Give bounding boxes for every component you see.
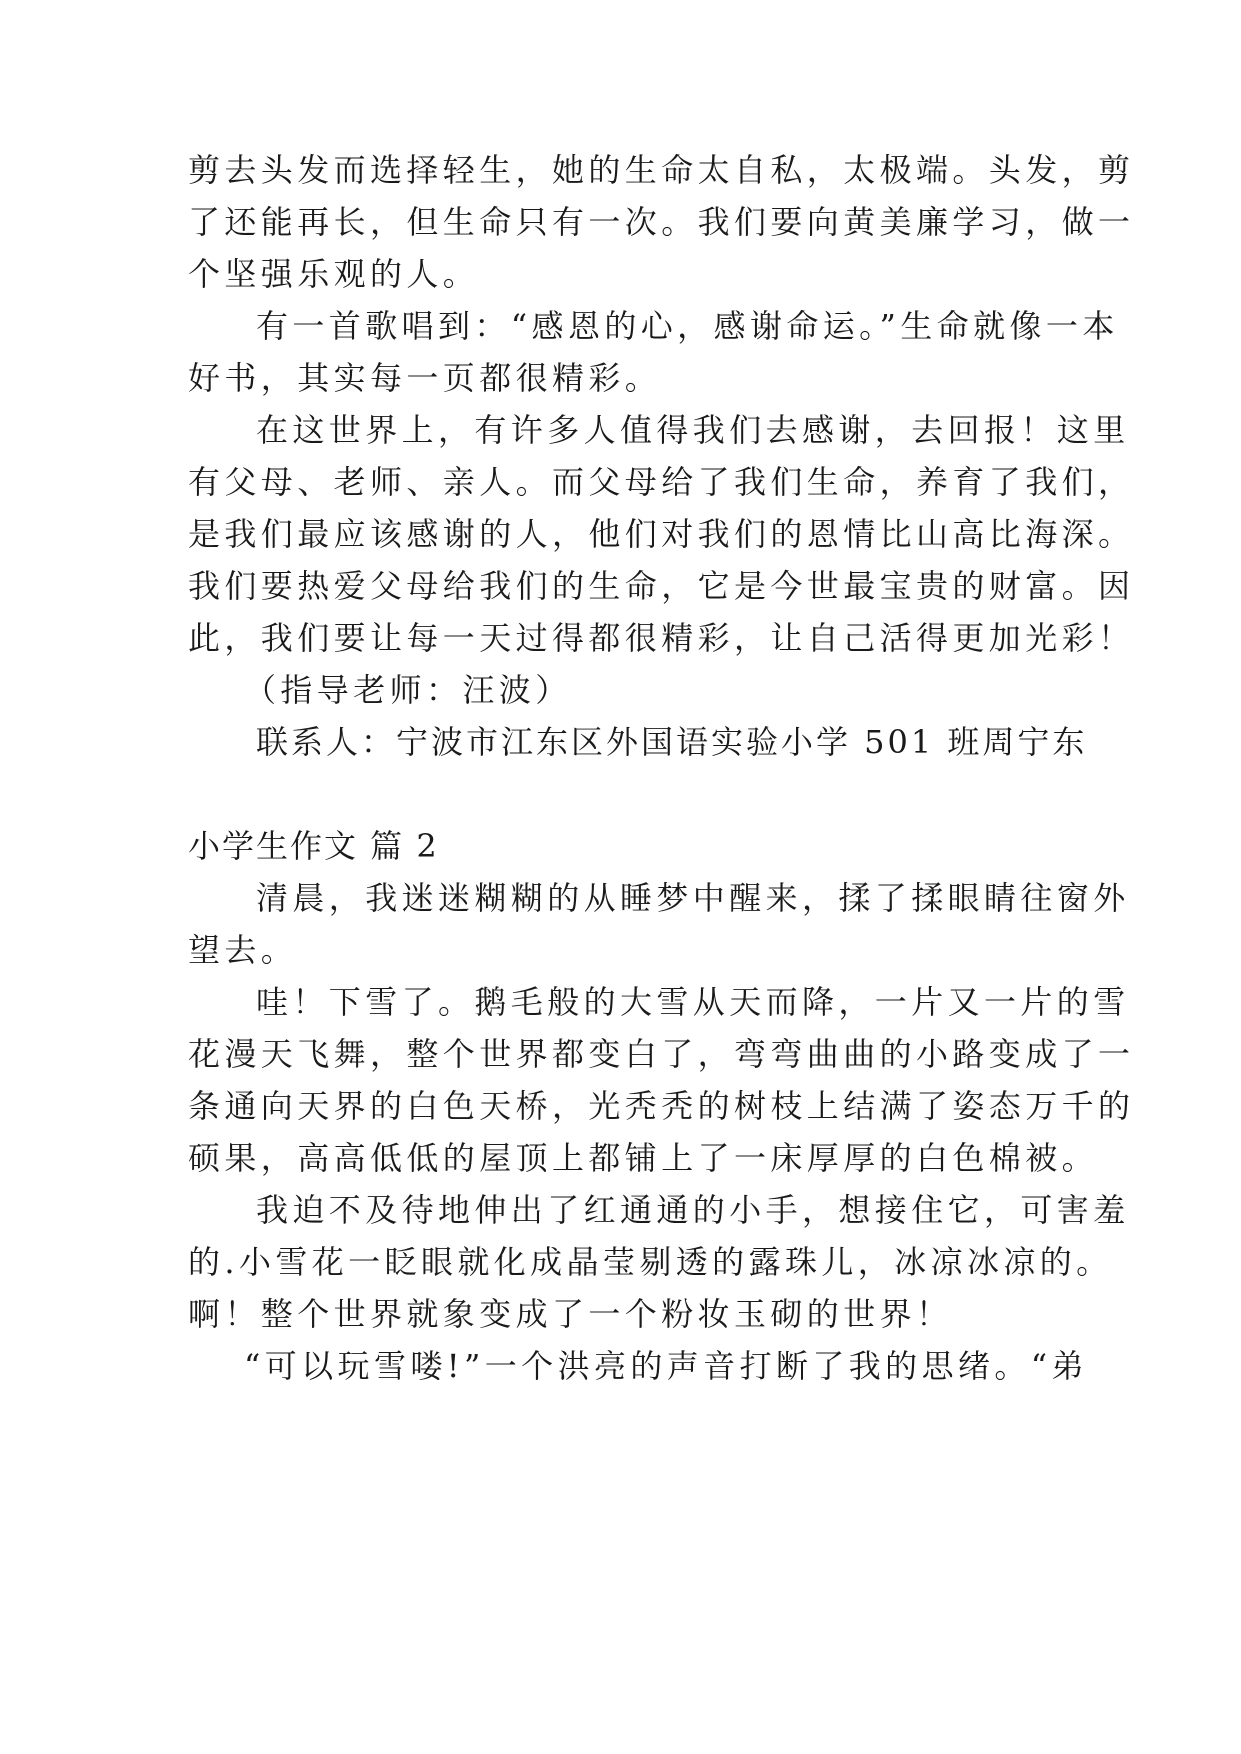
text-line: 有父母、老师、亲人。而父母给了我们生命，养育了我们， [188, 463, 1135, 501]
text-line: 好书，其实每一页都很精彩。 [188, 359, 662, 397]
text-line: 哇！下雪了。鹅毛般的大雪从天而降，一片又一片的雪 [256, 983, 1130, 1021]
text-line: 在这世界上，有许多人值得我们去感谢，去回报！这里 [256, 411, 1130, 449]
text-line: 是我们最应该感谢的人，他们对我们的恩情比山高比海深。 [188, 515, 1135, 553]
text-line: 有一首歌唱到：“感恩的心，感谢命运。”生命就像一本 [256, 307, 1119, 345]
text-line: 我迫不及待地伸出了红通通的小手，想接住它，可害羞 [256, 1191, 1130, 1229]
text-line: 我们要热爱父母给我们的生命，它是今世最宝贵的财富。因 [188, 567, 1135, 605]
text-line: 此，我们要让每一天过得都很精彩，让自己活得更加光彩！ [188, 619, 1135, 657]
text-line: 剪去头发而选择轻生，她的生命太自私，太极端。头发，剪 [188, 151, 1135, 189]
text-line: 望去。 [188, 931, 298, 969]
teacher-note: （指导老师：汪波） [244, 671, 572, 709]
section-heading: 小学生作文 篇 2 [188, 827, 439, 865]
text-line: 花漫天飞舞，整个世界都变白了，弯弯曲曲的小路变成了一 [188, 1035, 1135, 1073]
text-line: 清晨，我迷迷糊糊的从睡梦中醒来，揉了揉眼睛往窗外 [256, 879, 1130, 917]
text-line: 啊！整个世界就象变成了一个粉妆玉砌的世界！ [188, 1295, 953, 1333]
text-line: 的.小雪花一眨眼就化成晶莹剔透的露珠儿，冰凉冰凉的。 [188, 1243, 1113, 1281]
text-line: 条通向天界的白色天桥，光秃秃的树枝上结满了姿态万千的 [188, 1087, 1135, 1125]
contact-line: 联系人：宁波市江东区外国语实验小学 501 班周宁东 [256, 723, 1088, 761]
text-line: “可以玩雪喽!”一个洪亮的声音打断了我的思绪。“弟 [244, 1347, 1088, 1385]
text-line: 了还能再长，但生命只有一次。我们要向黄美廉学习，做一 [188, 203, 1135, 241]
text-line: 硕果，高高低低的屋顶上都铺上了一床厚厚的白色棉被。 [188, 1139, 1099, 1177]
text-line: 个坚强乐观的人。 [188, 255, 480, 293]
